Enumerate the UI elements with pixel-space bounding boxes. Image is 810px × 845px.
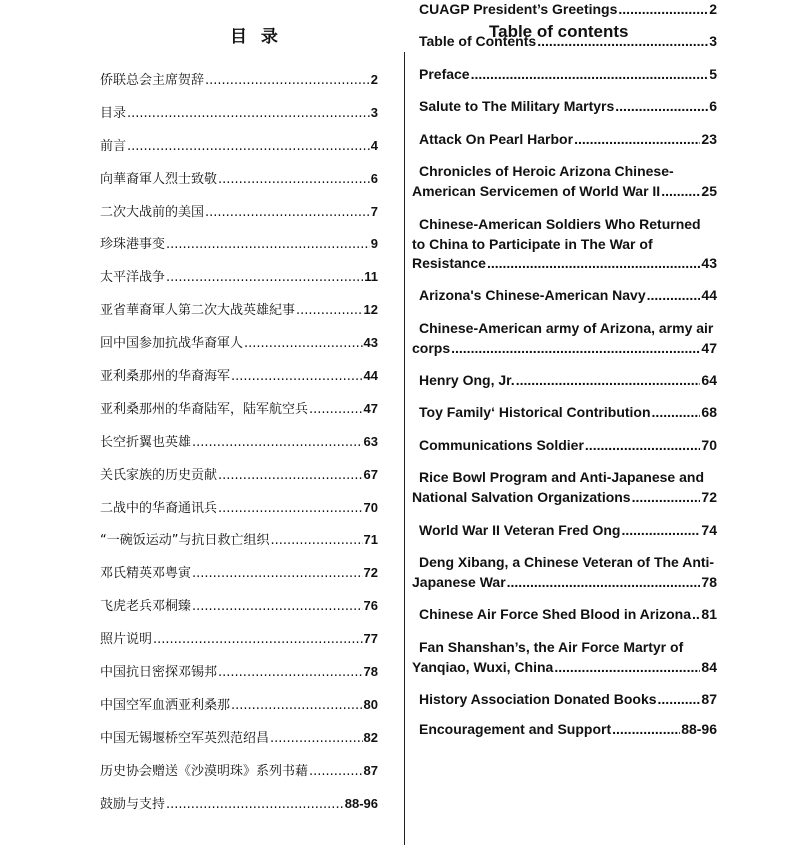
dot-leader [231,696,363,716]
column-divider [404,52,405,845]
entry-title-line: National Salvation Organizations [412,488,631,505]
page-number: 5 [709,66,717,82]
entry-title-line: Table of Contents [419,33,537,49]
entry-title: 二次大战前的美国 [100,204,205,220]
toc-entry-zh[interactable] [100,136,378,169]
dot-leader [309,762,363,782]
toc-entry-en[interactable] [412,468,717,507]
entry-title: 历史协会赠送《沙漠明珠》系列书藉 [100,763,309,779]
entry-title: 飞虎老兵邓桐臻 [100,599,192,615]
entry-title-line: History Association Donated Books [419,691,657,707]
page-number: 77 [363,631,378,647]
dot-leader [487,254,700,274]
toc-entry-en[interactable] [412,371,717,391]
entry-title: 亚省華裔軍人第二次大战英雄紀事 [100,303,296,319]
entry-title: 长空折翼也英雄 [100,434,192,450]
toc-entry-en[interactable] [412,436,717,456]
entry-title: 目录 [100,105,127,121]
entry-title: “一碗饭运动”与抗日救亡组织 [100,533,270,549]
dot-leader [192,433,363,453]
dot-leader [451,339,700,359]
entry-last-line [412,690,717,710]
page-number: 67 [363,466,378,482]
dot-leader [612,720,680,740]
toc-entry-zh[interactable] [100,530,378,563]
entry-last-line [412,254,717,274]
toc-entry-en[interactable] [412,605,717,625]
toc-entry-zh[interactable] [100,728,378,761]
page-number: 2 [370,72,378,87]
page-number: 84 [701,658,717,675]
entry-title-line: to China to Participate in The War of [412,235,653,252]
entry-last-line [412,0,717,20]
entry-title: 亚利桑那州的华裔陆军，陆军航空兵 [100,401,309,417]
entry-last-line [412,65,717,85]
dot-leader [270,729,363,749]
dot-leader [658,690,701,710]
page-number: 4 [370,137,378,153]
page-number: 87 [701,691,717,707]
toc-entry-zh[interactable] [100,761,378,794]
dot-leader [166,235,370,255]
toc-entry-en[interactable] [412,97,717,117]
dot-leader [127,137,370,157]
toc-entry-en[interactable] [412,0,717,20]
toc-entry-zh[interactable] [100,465,378,498]
entry-last-line [412,605,717,625]
toc-entry-zh[interactable] [100,695,378,728]
dot-leader [166,795,344,815]
entry-title-line: Chronicles of Heroic Arizona Chinese- [419,163,674,179]
entry-title: 邓氏精英邓粤寅 [100,566,192,582]
entry-title: 鼓励与支持 [100,796,166,812]
dot-leader [218,499,363,519]
entry-title-line: Deng Xibang, a Chinese Veteran of The Anti- [419,554,715,570]
toc-entry-zh[interactable] [100,432,378,465]
toc-entry-zh[interactable] [100,399,378,432]
toc-entry-zh[interactable] [100,366,378,399]
page-number: 6 [709,98,717,114]
page-number: 3 [709,33,717,49]
chinese-toc-list [100,70,378,826]
toc-entry-en[interactable] [412,65,717,85]
entry-title-line: Rice Bowl Program and Anti-Japanese and [419,469,704,485]
page-number: 87 [363,762,378,778]
entry-title: 中国空军血洒亚利桑那 [100,697,231,713]
entry-last-line [412,403,717,423]
page-number: 25 [701,182,717,199]
entry-last-line [412,573,717,593]
entry-title-line: corps [412,339,451,356]
entry-title-line: World War II Veteran Fred Ong [419,522,621,538]
page-number: 88-96 [344,795,378,811]
entry-title-line: Chinese-American Soldiers Who Returned [419,216,701,232]
page-number: 71 [363,532,378,548]
entry-title: 中国抗日密探邓锡邦 [100,665,218,681]
page-number: 63 [363,433,378,449]
page-number: 88-96 [681,721,717,737]
entry-last-line [412,32,717,52]
entry-last-line [412,286,717,306]
toc-entry-zh[interactable] [100,169,378,202]
dot-leader [621,521,700,541]
dot-leader [692,605,700,625]
page-number: 68 [701,404,717,420]
entry-last-line [412,339,717,359]
page-number: 7 [370,203,378,219]
entry-title-line: Resistance [412,255,486,272]
dot-leader [205,71,370,91]
dot-leader [574,130,700,150]
page-number: 70 [701,437,717,453]
dot-leader [537,32,708,52]
dot-leader [218,170,370,190]
dot-leader [661,182,700,202]
toc-entry-zh[interactable] [100,234,378,267]
entry-last-line [412,658,717,678]
page-number: 81 [701,606,717,622]
entry-last-line [412,130,717,150]
page-number: 64 [701,372,717,388]
entry-title-line: Henry Ong, Jr. [419,372,515,388]
page-number: 2 [709,1,717,17]
toc-entry-zh[interactable] [100,300,378,333]
page-number: 74 [701,522,717,538]
dot-leader [192,597,363,617]
entry-title-line: Communications Soldier [419,437,584,453]
page-number: 80 [363,696,378,712]
entry-last-line [412,488,717,508]
entry-title-line: Chinese-American army of Arizona, army air [419,320,714,336]
entry-last-line [412,371,717,391]
dot-leader [632,488,701,508]
entry-last-line [412,720,717,740]
entry-title-line: Salute to The Military Martyrs [419,98,615,114]
toc-entry-en[interactable] [412,720,717,740]
toc-entry-zh[interactable] [100,333,378,366]
entry-last-line [412,521,717,541]
toc-entry-zh[interactable] [100,70,378,103]
entry-title-line: Chinese Air Force Shed Blood in Arizona [419,606,691,622]
toc-entry-en[interactable] [412,690,717,710]
entry-title-line: Encouragement and Support [419,721,612,737]
dot-leader [652,403,701,423]
dot-leader [618,0,708,20]
dot-leader [231,367,363,387]
entry-title-line: Preface [419,66,470,82]
entry-title-line: Toy Family‘ Historical Contribution [419,404,651,420]
entry-title-line: CUAGP President’s Greetings [419,1,618,17]
dot-leader [192,564,363,584]
dot-leader [166,268,363,288]
page-number: 82 [363,729,378,745]
chinese-toc-title: 目 录 [230,27,282,47]
entry-title: 关氏家族的历史贡献 [100,467,218,483]
dot-leader [205,203,370,223]
entry-title: 亚利桑那州的华裔海军 [100,369,231,385]
entry-title: 侨联总会主席贺辞 [100,73,205,88]
english-toc-title: Table of contents [489,22,629,41]
dot-leader [153,630,363,650]
dot-leader [309,400,363,420]
toc-entry-en[interactable] [412,215,717,274]
page-number: 78 [701,573,717,590]
page-number: 44 [363,368,378,384]
toc-entry-zh[interactable] [100,596,378,629]
toc-entry-zh[interactable] [100,629,378,662]
toc-entry-zh[interactable] [100,202,378,235]
entry-title: 二战中的华裔通讯兵 [100,500,218,516]
toc-entry-zh[interactable] [100,103,378,136]
page-number: 11 [364,269,378,285]
toc-entry-en[interactable] [412,130,717,150]
page-number: 76 [363,598,378,614]
entry-last-line [412,97,717,117]
page-number: 6 [370,170,378,186]
dot-leader [296,301,363,321]
toc-entry-en[interactable] [412,319,717,358]
page-number: 43 [363,335,378,351]
page-number: 70 [363,499,378,515]
toc-entry-en[interactable] [412,162,717,201]
dot-leader [615,97,708,117]
toc-entry-zh[interactable] [100,563,378,596]
dot-leader [270,531,362,551]
entry-title-line: Japanese War [412,573,506,590]
entry-title-line: Yanqiao, Wuxi, China [412,658,554,675]
toc-entry-zh[interactable] [100,794,378,827]
toc-entry-en[interactable] [412,521,717,541]
dot-leader [585,436,701,456]
entry-title-line: Arizona's Chinese-American Navy [419,287,646,303]
toc-entry-en[interactable] [412,286,717,306]
page-number: 12 [363,302,378,318]
toc-entry-zh[interactable] [100,267,378,300]
entry-title-line: Attack On Pearl Harbor [419,131,574,147]
entry-title: 回中国参加抗战华裔軍人 [100,336,244,352]
toc-entry-en[interactable] [412,553,717,592]
dot-leader [507,573,701,593]
dot-leader [218,663,363,683]
entry-last-line [412,436,717,456]
toc-entry-zh[interactable] [100,498,378,531]
page-number: 9 [370,236,378,252]
toc-entry-zh[interactable] [100,662,378,695]
page-number: 47 [701,339,717,356]
entry-last-line [412,182,717,202]
dot-leader [516,371,701,391]
page-number: 72 [363,565,378,581]
entry-title-line: Fan Shanshan’s, the Air Force Martyr of [419,639,684,655]
entry-title: 中国无锡堰桥空军英烈范绍昌 [100,730,270,746]
dot-leader [244,334,363,354]
page-number: 78 [363,664,378,680]
dot-leader [554,658,700,678]
page-number: 47 [363,400,378,416]
page-number: 72 [701,488,717,505]
entry-title: 前言 [100,138,127,154]
entry-title: 珍珠港事变 [100,237,166,253]
toc-entry-en[interactable] [412,32,717,52]
entry-title-line: American Servicemen of World War II [412,182,661,199]
page-number: 43 [701,255,717,272]
entry-title: 太平洋战争 [100,270,166,286]
page-number: 23 [701,131,717,147]
dot-leader [647,286,701,306]
page-number: 44 [701,287,717,303]
toc-entry-en[interactable] [412,638,717,677]
toc-entry-en[interactable] [412,403,717,423]
dot-leader [127,104,370,124]
dot-leader [471,65,709,85]
entry-title: 照片说明 [100,632,153,648]
entry-title: 向華裔軍人烈士致敬 [100,171,218,187]
dot-leader [218,466,363,486]
page-number: 3 [370,104,378,120]
